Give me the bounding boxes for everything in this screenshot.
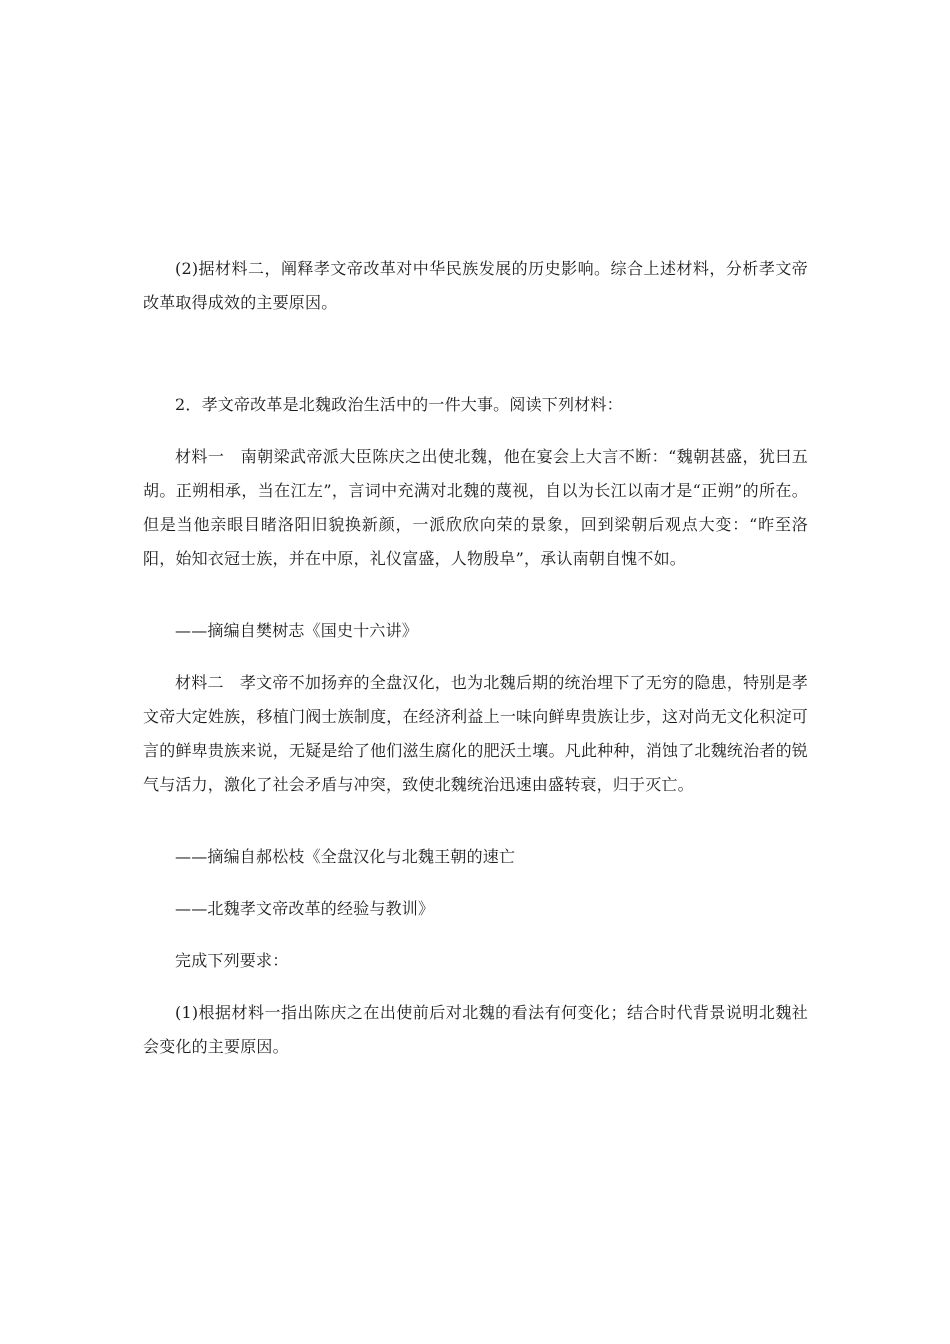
question-2-part-1: (1)根据材料一指出陈庆之在出使前后对北魏的看法有何变化；结合时代背景说明北魏社会变化的主要原因。 — [143, 1003, 808, 1056]
material-2-source-line-2: ——北魏孝文帝改革的经验与教训》 — [175, 899, 435, 918]
question-2-intro: 2．孝文帝改革是北魏政治生活中的一件大事。阅读下列材料： — [175, 395, 623, 414]
material-2-source-line-1: ——摘编自郝松枝《全盘汉化与北魏王朝的速亡 — [175, 847, 516, 866]
requirement-heading: 完成下列要求： — [175, 951, 289, 970]
material-1-source: ——摘编自樊树志《国史十六讲》 — [175, 621, 419, 640]
material-2-text: 材料二 孝文帝不加扬弃的全盘汉化，也为北魏后期的统治埋下了无穷的隐患，特别是孝文帝大定姓族，移植门阀士族制度，在经济利益上一味向鲜卑贵族让步，这对尚无文化积淀可言的鲜卑贵族来说，无疑是给了他们滋生腐化的肥沃土壤。凡此种种，消蚀了北魏统治者的锐气与活力，激化了社会矛盾与冲突，致使北魏统治迅速由盛转衰，归于灭亡。 — [143, 673, 808, 794]
question-1-part-2: (2)据材料二，阐释孝文帝改革对中华民族发展的历史影响。综合上述材料，分析孝文帝改革取得成效的主要原因。 — [143, 259, 808, 312]
material-1-text: 材料一 南朝梁武帝派大臣陈庆之出使北魏，他在宴会上大言不断：“魏朝甚盛，犹曰五胡。正朔相承，当在江左”，言词中充满对北魏的蔑视，自以为长江以南才是“正朔”的所在。但是当他亲眼目睹洛阳旧貌换新颜，一派欣欣向荣的景象，回到梁朝后观点大变：“昨至洛阳，始知衣冠士族，并在中原，礼仪富盛，人物殷阜”，承认南朝自愧不如。 — [143, 447, 808, 568]
